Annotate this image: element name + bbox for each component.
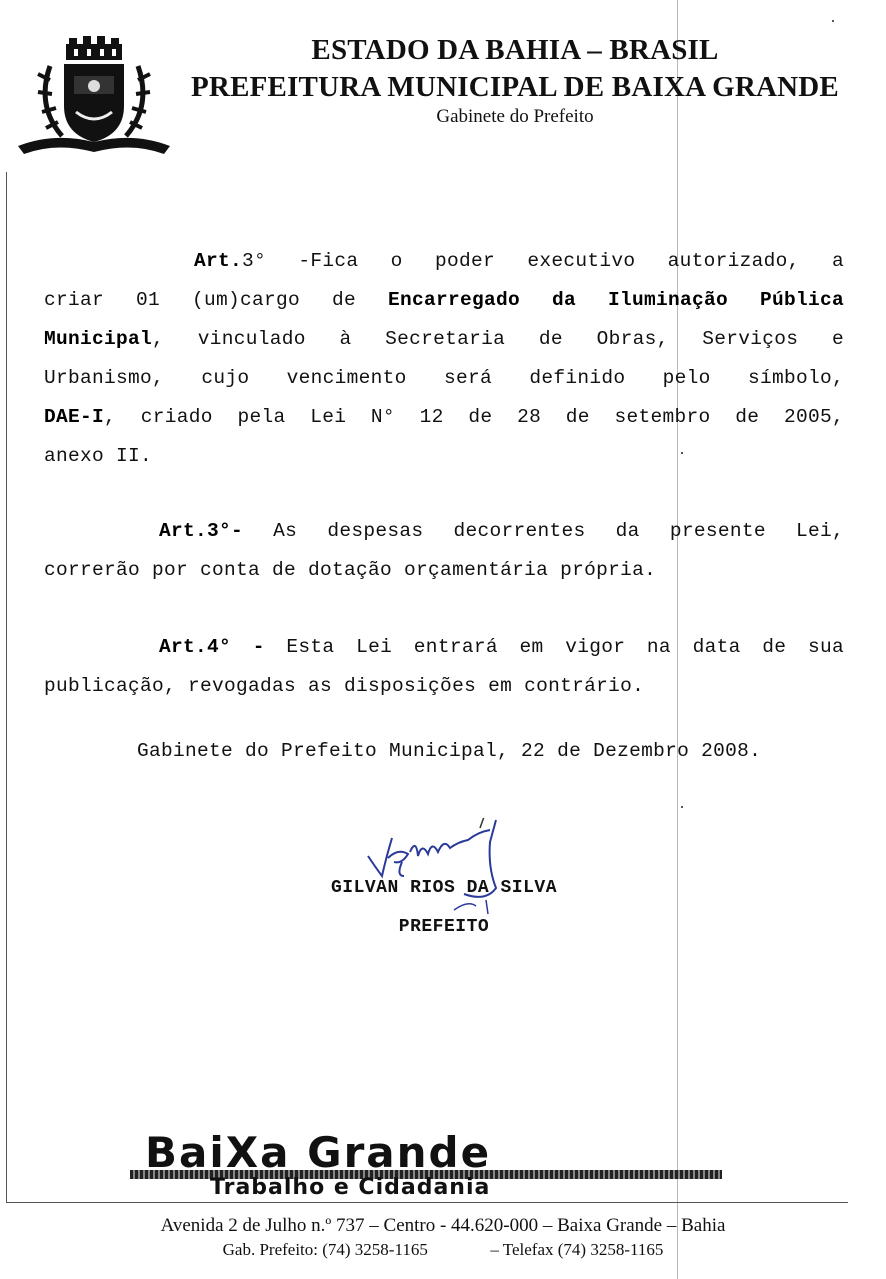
article-line (44, 512, 844, 551)
article-emphasis: Municipal (44, 328, 153, 350)
footer-fax: – Telefax (74) 3258-1165 (490, 1240, 664, 1259)
article-text: -Fica o poder executivo autorizado, a (266, 250, 844, 272)
footer-logo-slogan: Trabalho e Cidadania (210, 1175, 491, 1200)
article-text: Esta Lei entrará em vigor na data de sua (264, 636, 845, 658)
header-municipality-title: PREFEITURA MUNICIPAL DE BAIXA GRANDE (191, 71, 839, 103)
article-line (44, 667, 844, 706)
footer-address: Avenida 2 de Julho n.º 737 – Centro - 44.620-000 – Baixa Grande – Bahia (160, 1215, 726, 1236)
footer-rule (6, 1202, 848, 1203)
signatory-name: GILVAN RIOS DA SILVA (330, 878, 558, 898)
article-text: , criado pela Lei N° 12 de 28 de setembro de 2005, (104, 406, 844, 428)
article-line (44, 398, 844, 437)
header-state-title: ESTADO DA BAHIA – BRASIL (311, 34, 719, 66)
article-label: Art.3°- (159, 520, 244, 542)
article-text: criar 01 (um)cargo de (44, 289, 388, 311)
article-line (44, 437, 844, 476)
scan-speck (681, 806, 683, 808)
article-label-number: 3° (242, 250, 267, 272)
handwritten-signature (358, 818, 508, 918)
article-line (44, 551, 844, 590)
footer-phone: Gab. Prefeito: (74) 3258-1165 (222, 1240, 428, 1259)
article-line (44, 628, 844, 667)
coat-of-arms-icon (14, 36, 174, 158)
footer-logo-title: BaiXa Grande (145, 1128, 492, 1177)
article-line (44, 359, 844, 398)
article-text: , vinculado à Secretaria de Obras, Serviços e (152, 328, 844, 350)
closing-date-line: Gabinete do Prefeito Municipal, 22 de Dezembro 2008. (137, 740, 762, 762)
article-label: Art.4° - (159, 636, 265, 658)
article-text: anexo II. (44, 445, 153, 467)
article-3-authorization (44, 242, 844, 476)
article-3-expenses (44, 512, 844, 590)
article-emphasis: Encarregado da Iluminação Pública (387, 289, 844, 311)
article-text: Urbanismo, cujo vencimento será definido pelo símbolo, (44, 367, 844, 389)
article-line (44, 281, 844, 320)
article-line (44, 242, 844, 281)
article-text: publicação, revogadas as disposições em contrário. (44, 675, 645, 697)
scan-edge-line (6, 172, 7, 1202)
article-text: As despesas decorrentes da presente Lei, (243, 520, 844, 542)
footer-contacts (0, 1240, 886, 1260)
article-emphasis: DAE-I (44, 406, 105, 428)
article-label: Art. (194, 250, 243, 272)
article-line (44, 320, 844, 359)
scan-speck (832, 20, 834, 22)
header-office-subtitle: Gabinete do Prefeito (436, 106, 594, 127)
signatory-role: PREFEITO (398, 917, 490, 937)
article-4-vigor (44, 628, 844, 706)
article-text: correrão por conta de dotação orçamentária própria. (44, 559, 657, 581)
